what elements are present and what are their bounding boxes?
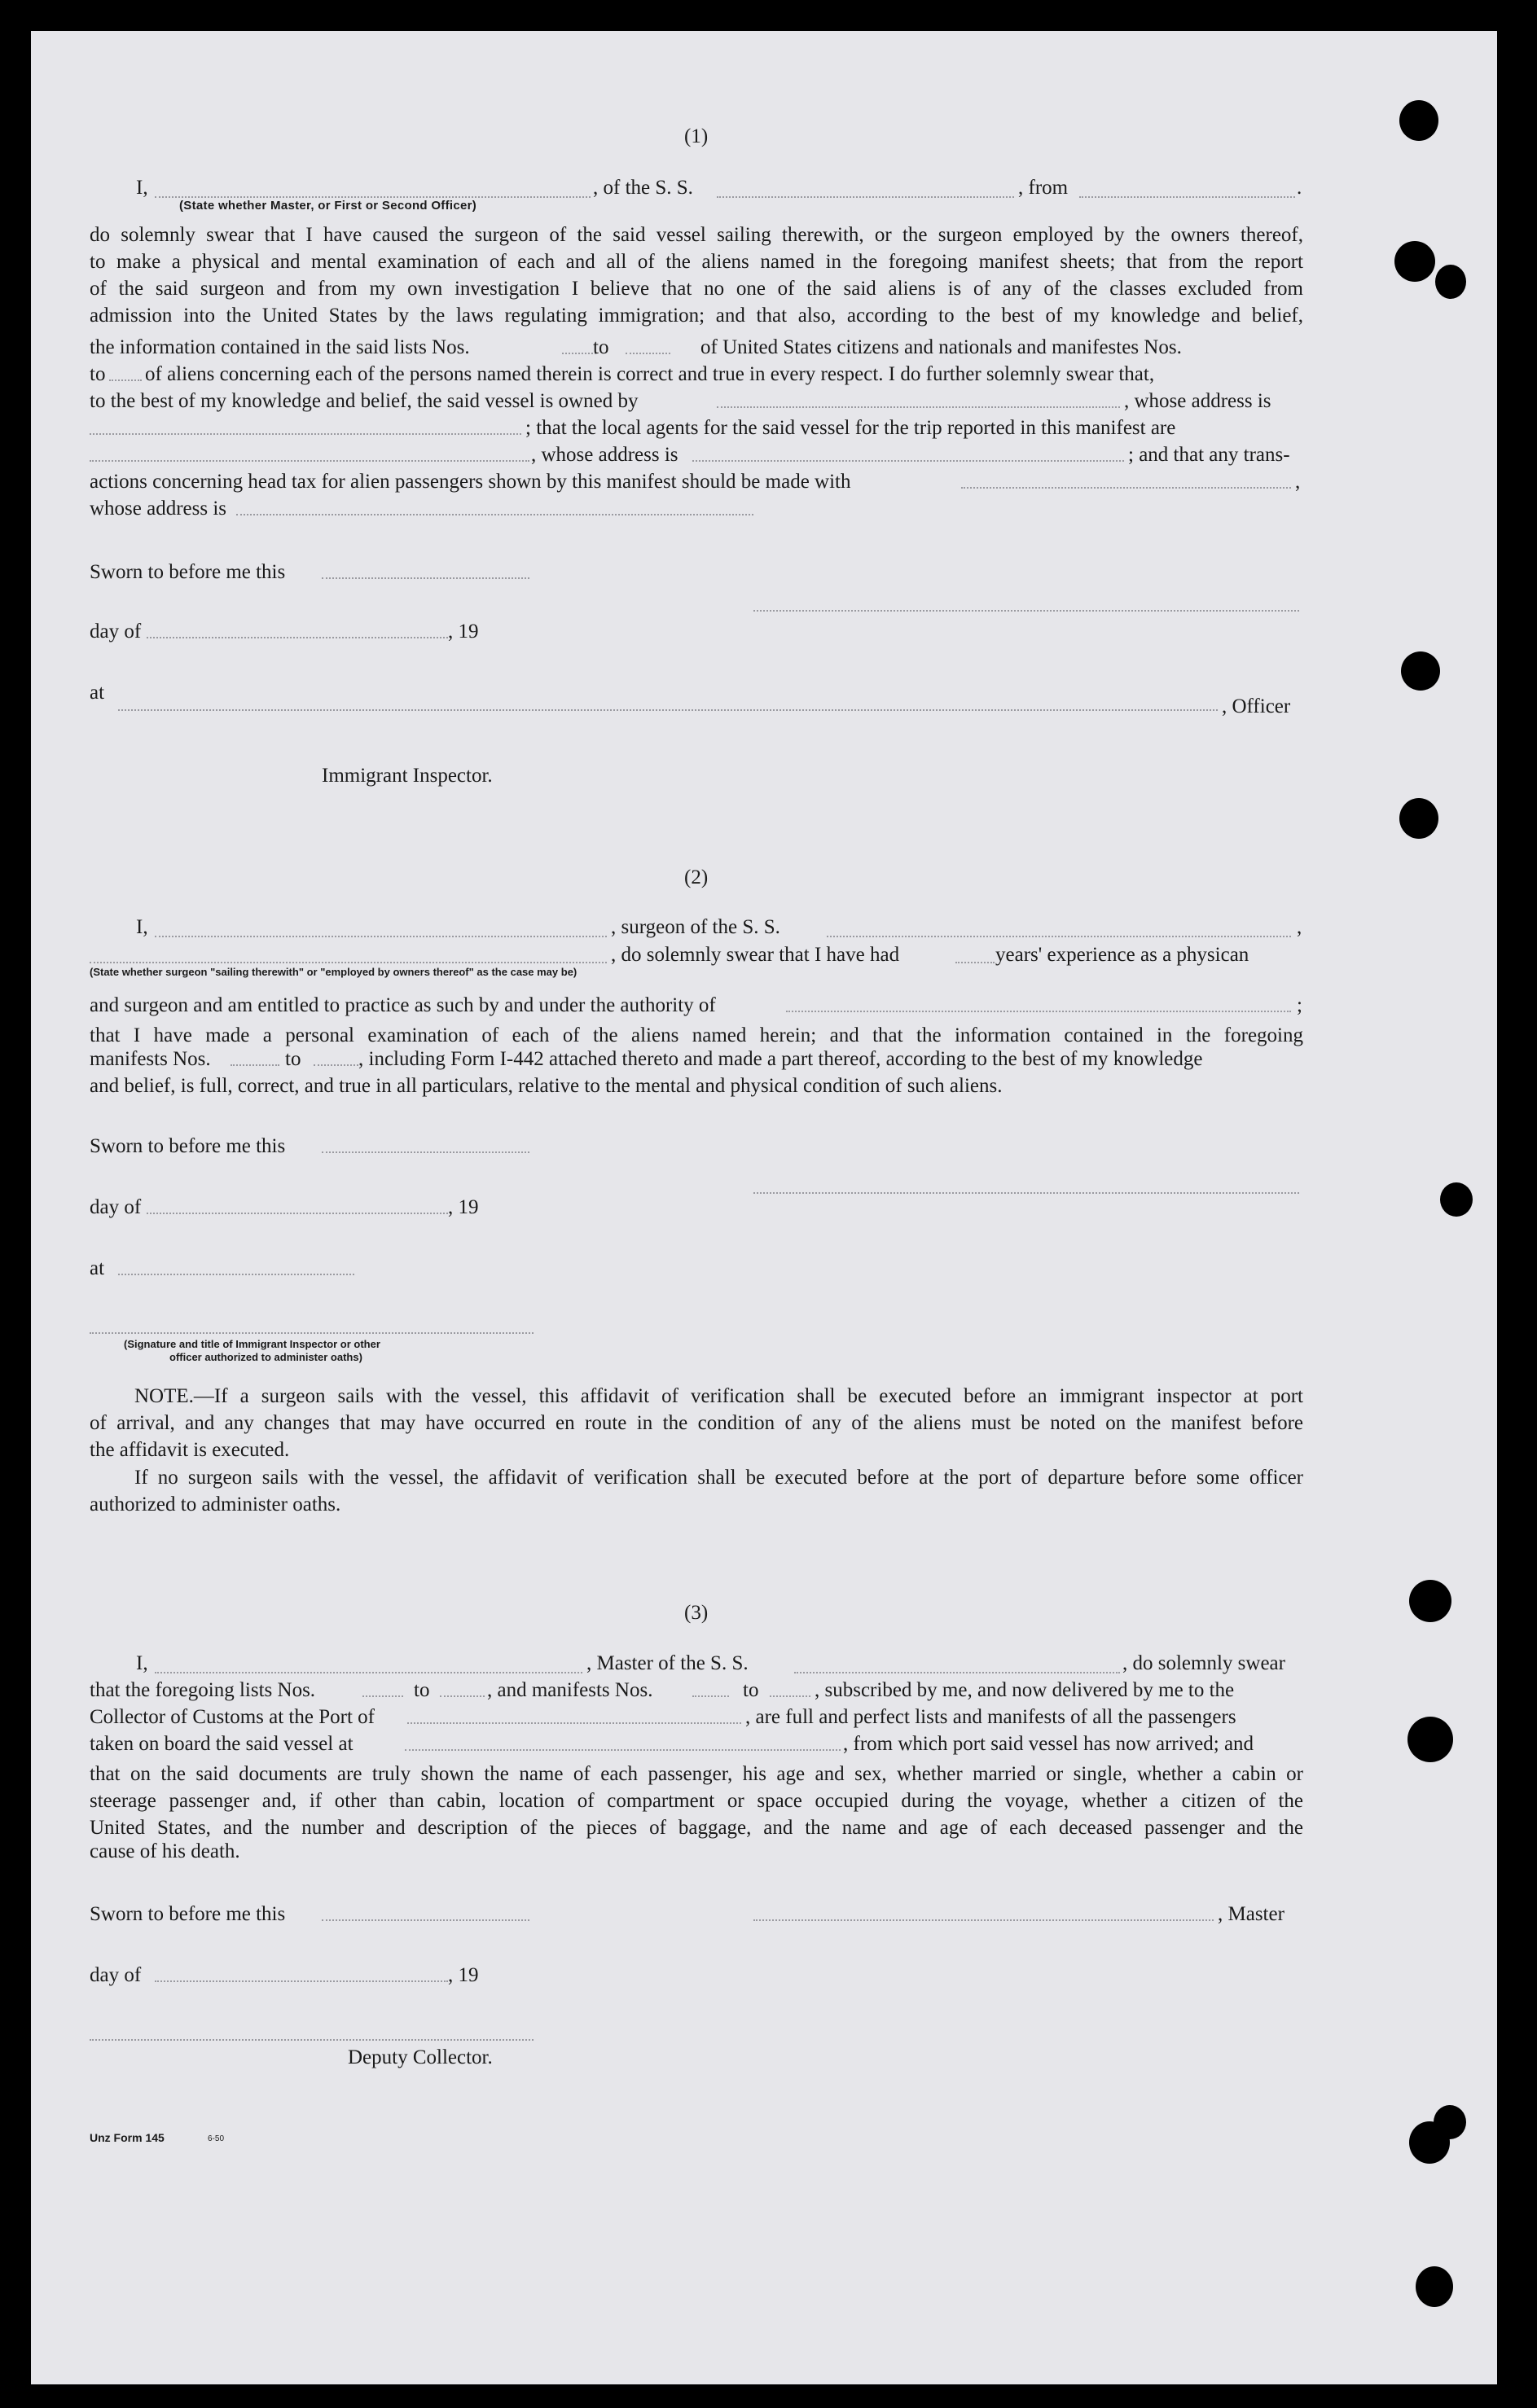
s1-manifests-to-field[interactable] bbox=[109, 379, 142, 381]
s1-body-line-1: do solemnly swear that I have caused the surgeon of the said vessel sailing therewith, or the surgeon employed by the owners thereof, bbox=[90, 224, 1303, 246]
s1-headtax-field[interactable] bbox=[961, 486, 1291, 489]
punch-hole bbox=[1407, 1717, 1453, 1762]
s1-vessel-field[interactable] bbox=[717, 195, 1014, 198]
s3-body-line-7: United States, and the number and description of the pieces of baggage, and the name and age of each deceased passenger and the bbox=[90, 1817, 1303, 1839]
s2-line3-end: ; bbox=[1297, 994, 1302, 1016]
footer-form-code: 6-50 bbox=[208, 2134, 225, 2143]
s2-years-field[interactable] bbox=[955, 961, 995, 963]
s3-embark-port-field[interactable] bbox=[405, 1748, 841, 1751]
s2-line5-manifests: manifests Nos. bbox=[90, 1048, 211, 1070]
s1-line9-agents: ; that the local agents for the said vessel for the trip reported in this manifest are bbox=[525, 417, 1176, 439]
s1-officer-name-field[interactable] bbox=[155, 195, 591, 198]
s3-line1-i: I, bbox=[136, 1652, 148, 1674]
s3-day-field[interactable] bbox=[155, 1980, 448, 1982]
s1-line1-end: . bbox=[1297, 177, 1302, 199]
s3-line2-lists: that the foregoing lists Nos. bbox=[90, 1679, 316, 1701]
s3-manifests-from-field[interactable] bbox=[692, 1695, 729, 1697]
s3-line1-swear: , do solemnly swear bbox=[1122, 1652, 1285, 1674]
s3-vessel-field[interactable] bbox=[794, 1671, 1120, 1673]
s1-line1-from: , from bbox=[1018, 177, 1069, 199]
s2-surgeon-subtitle: (State whether surgeon "sailing therewith" or "employed by owners thereof" as the case may be) bbox=[90, 966, 577, 978]
s1-owner-address-field[interactable] bbox=[90, 432, 521, 435]
s2-manifests-from-field[interactable] bbox=[231, 1064, 279, 1066]
s1-at: at bbox=[90, 682, 105, 704]
s1-from-field[interactable] bbox=[1079, 195, 1295, 198]
s1-agents-field[interactable] bbox=[90, 459, 529, 462]
s1-line7-text: of aliens concerning each of the persons named therein is correct and true in every respect. I do further solemnly swear that, bbox=[145, 363, 1155, 385]
punch-hole bbox=[1409, 1580, 1451, 1622]
s1-sworn-field[interactable] bbox=[322, 577, 529, 579]
punch-hole bbox=[1401, 651, 1440, 691]
section-1-number: (1) bbox=[684, 125, 709, 147]
s1-body-line-2: to make a physical and mental examination of each and all of the aliens named in the foregoing manifest sheets; that from the report bbox=[90, 251, 1303, 273]
s1-owner-field[interactable] bbox=[717, 406, 1120, 408]
s2-line2-years: years' experience as a physican bbox=[995, 944, 1249, 966]
footer-form-number: Unz Form 145 bbox=[90, 2131, 165, 2144]
s1-lists-to-field[interactable] bbox=[626, 352, 670, 354]
s2-signature-caption-2: officer authorized to administer oaths) bbox=[169, 1351, 362, 1363]
s1-line11-headtax: actions concerning head tax for alien passengers shown by this manifest should be made with bbox=[90, 471, 851, 493]
s3-sworn-field[interactable] bbox=[322, 1919, 529, 1921]
s3-day-of: day of bbox=[90, 1964, 142, 1986]
punch-hole bbox=[1409, 2121, 1450, 2164]
s2-line1-i: I, bbox=[136, 916, 148, 938]
s2-signature-caption-1: (Signature and title of Immigrant Inspector or other bbox=[124, 1338, 380, 1350]
s1-body-line-3: of the said surgeon and from my own investigation I believe that no one of the said aliens is of any of the classes excluded from bbox=[90, 278, 1303, 300]
s2-signature-line[interactable] bbox=[753, 1191, 1299, 1194]
s2-authority-field[interactable] bbox=[786, 1010, 1291, 1012]
s3-manifests-to-field[interactable] bbox=[770, 1695, 810, 1697]
s1-line6-lists: the information contained in the said lists Nos. bbox=[90, 336, 470, 358]
s2-vessel-field[interactable] bbox=[827, 935, 1291, 937]
s1-sworn: Sworn to before me this bbox=[90, 561, 286, 583]
s2-note-line-5: authorized to administer oaths. bbox=[90, 1493, 341, 1515]
s3-line3-perfect: , are full and perfect lists and manifests of all the passengers bbox=[745, 1706, 1236, 1728]
s3-line2-to: to bbox=[414, 1679, 430, 1701]
s1-line1-i: I, bbox=[136, 177, 148, 199]
s1-line8-owned: to the best of my knowledge and belief, the said vessel is owned by bbox=[90, 390, 639, 412]
s1-officer: , Officer bbox=[1222, 695, 1291, 717]
s2-note-line-3: the affidavit is executed. bbox=[90, 1439, 290, 1461]
s3-line2-manifests: , and manifests Nos. bbox=[487, 1679, 653, 1701]
s1-at-field[interactable] bbox=[118, 708, 1218, 711]
s1-signature-line[interactable] bbox=[753, 609, 1299, 612]
s2-line1-surgeon: , surgeon of the S. S. bbox=[611, 916, 780, 938]
s2-line5-including: , including Form I-442 attached thereto and made a part thereof, according to the best of my knowledge bbox=[358, 1048, 1203, 1070]
s1-body-line-4: admission into the United States by the laws regulating immigration; and that also, according to the best of my knowledge and belief, bbox=[90, 305, 1303, 327]
s3-line4-taken: taken on board the said vessel at bbox=[90, 1733, 354, 1755]
s2-line3-authority: and surgeon and am entitled to practice as such by and under the authority of bbox=[90, 994, 716, 1016]
s3-sworn: Sworn to before me this bbox=[90, 1903, 286, 1925]
s2-at: at bbox=[90, 1257, 105, 1279]
s1-line8-address: , whose address is bbox=[1124, 390, 1271, 412]
s1-officer-subtitle: (State whether Master, or First or Second Officer) bbox=[179, 199, 477, 213]
punch-hole bbox=[1435, 265, 1466, 299]
punch-hole bbox=[1399, 798, 1438, 839]
s2-line2-swear: , do solemnly swear that I have had bbox=[611, 944, 900, 966]
s2-manifests-to-field[interactable] bbox=[314, 1064, 358, 1066]
s2-surgeon-name-field[interactable] bbox=[155, 935, 607, 937]
s3-body-line-5: that on the said documents are truly shown the name of each passenger, his age and sex, whether married or single, whether a cabin or bbox=[90, 1763, 1303, 1785]
s2-line6: and belief, is full, correct, and true in all particulars, relative to the mental and physical condition of such aliens. bbox=[90, 1075, 1003, 1097]
s3-port-field[interactable] bbox=[407, 1722, 741, 1724]
s1-line11-end: , bbox=[1295, 471, 1301, 493]
s3-line2-to-2: to bbox=[743, 1679, 759, 1701]
punch-hole bbox=[1416, 2266, 1453, 2307]
s1-line6-citizens: of United States citizens and nationals and manifestes Nos. bbox=[700, 336, 1182, 358]
s3-line2-subscribed: , subscribed by me, and now delivered by me to the bbox=[815, 1679, 1235, 1701]
s1-line1-of-ss: , of the S. S. bbox=[593, 177, 693, 199]
s3-line3-collector: Collector of Customs at the Port of bbox=[90, 1706, 375, 1728]
s1-agents-address-field[interactable] bbox=[692, 459, 1124, 462]
s1-headtax-address-field[interactable] bbox=[236, 513, 753, 515]
s2-at-field[interactable] bbox=[118, 1273, 354, 1275]
s1-line7-to: to bbox=[90, 363, 106, 385]
s3-body-line-6: steerage passenger and, if other than cabin, location of compartment or space occupied during the voyage, whether a citizen of the bbox=[90, 1790, 1303, 1812]
s1-immigrant-inspector: Immigrant Inspector. bbox=[322, 765, 493, 787]
s2-sworn: Sworn to before me this bbox=[90, 1135, 286, 1157]
section-2-number: (2) bbox=[684, 866, 709, 888]
s2-day-of: day of bbox=[90, 1196, 142, 1218]
s1-line10-trans: ; and that any trans- bbox=[1128, 444, 1290, 466]
s1-lists-from-field[interactable] bbox=[562, 352, 596, 354]
s2-inspector-signature-line[interactable] bbox=[90, 1331, 534, 1334]
s1-year: , 19 bbox=[448, 621, 479, 643]
s3-master-label: , Master bbox=[1218, 1903, 1284, 1925]
s3-body-line-8: cause of his death. bbox=[90, 1840, 240, 1862]
s3-deputy-signature-line[interactable] bbox=[90, 2038, 534, 2041]
s2-note-line-4: If no surgeon sails with the vessel, the affidavit of verification shall be executed before at the port of departure before some officer bbox=[134, 1467, 1303, 1489]
s2-sworn-field[interactable] bbox=[322, 1151, 529, 1153]
s1-line10-address: , whose address is bbox=[531, 444, 678, 466]
s1-line6-to: to bbox=[593, 336, 609, 358]
s3-line1-master: , Master of the S. S. bbox=[586, 1652, 749, 1674]
punch-hole bbox=[1394, 241, 1435, 282]
s3-line4-arrived: , from which port said vessel has now arrived; and bbox=[843, 1733, 1254, 1755]
s2-note-line-1: NOTE.—If a surgeon sails with the vessel, this affidavit of verification shall be executed before an immigrant inspector at port bbox=[134, 1385, 1303, 1407]
s2-surgeon-type-field[interactable] bbox=[90, 961, 607, 963]
s2-note-line-2: of arrival, and any changes that may have occurred en route in the condition of any of the aliens must be noted on the manifest before bbox=[90, 1412, 1303, 1434]
s3-master-signature-line[interactable] bbox=[753, 1919, 1214, 1921]
s2-line5-to: to bbox=[285, 1048, 301, 1070]
s3-year: , 19 bbox=[448, 1964, 479, 1986]
s2-year: , 19 bbox=[448, 1196, 479, 1218]
s3-lists-to-field[interactable] bbox=[440, 1695, 485, 1697]
s1-day-of: day of bbox=[90, 621, 142, 643]
punch-hole bbox=[1440, 1182, 1473, 1217]
s1-day-field[interactable] bbox=[147, 636, 448, 638]
s3-deputy-collector: Deputy Collector. bbox=[348, 2046, 493, 2068]
s2-line1-end: , bbox=[1297, 916, 1302, 938]
s2-day-field[interactable] bbox=[147, 1212, 448, 1214]
punch-hole bbox=[1399, 100, 1438, 141]
s2-line4: that I have made a personal examination of each of the aliens named herein; and that the information contained in the foregoing bbox=[90, 1024, 1303, 1046]
s1-line12-address: whose address is bbox=[90, 498, 227, 520]
s3-master-name-field[interactable] bbox=[155, 1671, 582, 1673]
section-3-number: (3) bbox=[684, 1602, 709, 1624]
s3-lists-from-field[interactable] bbox=[362, 1695, 403, 1697]
